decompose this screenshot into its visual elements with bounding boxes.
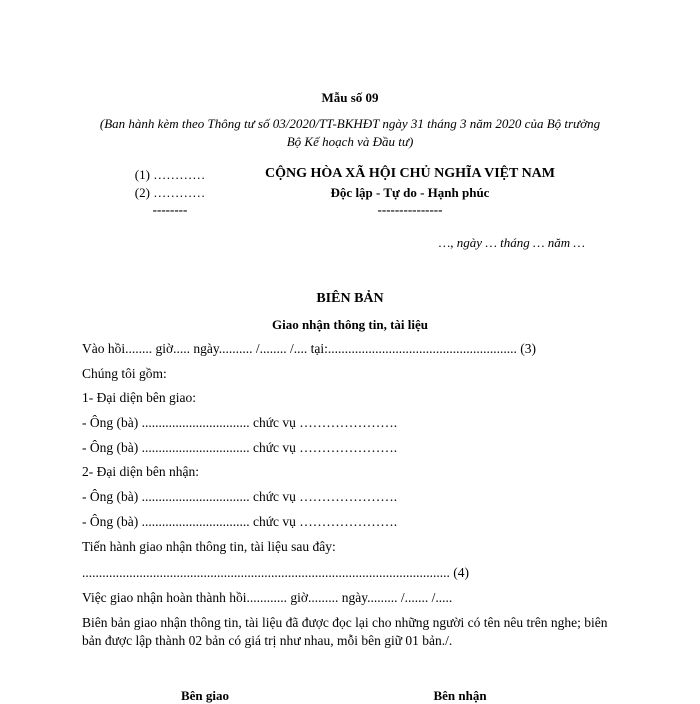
date-line: …, ngày … tháng … năm …: [438, 235, 585, 250]
receiver-heading: 2- Đại diện bên nhận:: [82, 464, 199, 479]
header-left-rule: --------: [152, 202, 188, 217]
giver-heading: 1- Đại diện bên giao:: [82, 390, 196, 405]
proceed-statement: Tiến hành giao nhận thông tin, tài liệu sau đây:: [82, 539, 336, 554]
giver-person-2: - Ông (bà) ................................ chức vụ ………………….: [82, 440, 398, 455]
closing-statement-line1: Biên bản giao nhận thông tin, tài liệu đã được đọc lại cho những người có tên nêu trên nghe; biên: [82, 615, 608, 630]
completion-line: Việc giao nhận hoàn thành hồi............ giờ......... ngày......... /....... /.....: [82, 590, 453, 605]
country-name: CỘNG HÒA XÃ HỘI CHỦ NGHĨA VIỆT NAM: [264, 166, 555, 181]
header-left-line2: (2) …………: [134, 185, 206, 200]
signature-giver: Bên giao: [180, 688, 230, 703]
time-place-line: Vào hồi........ giờ..... ngày.......... /........ /.... tại:........................................................ (3): [82, 341, 536, 356]
issuance-note-line1: (Ban hành kèm theo Thông tư số 03/2020/TT-BKHĐT ngày 31 tháng 3 năm 2020 của Bộ trưởng: [99, 116, 601, 131]
issuance-note-line2: Bộ Kế hoạch và Đầu tư): [286, 134, 414, 149]
giver-person-1: - Ông (bà) ................................ chức vụ ………………….: [82, 415, 398, 430]
header-right-rule: ---------------: [377, 202, 443, 217]
document-subtitle: Giao nhận thông tin, tài liệu: [271, 317, 429, 332]
signature-receiver: Bên nhận: [433, 688, 487, 703]
document-title: BIÊN BẢN: [316, 291, 384, 306]
receiver-person-1: - Ông (bà) ................................ chức vụ ………………….: [82, 489, 398, 504]
items-list-line: ............................................................................................................. (4): [82, 565, 469, 580]
national-motto: Độc lập - Tự do - Hạnh phúc: [330, 185, 490, 200]
receiver-person-2: - Ông (bà) ................................ chức vụ ………………….: [82, 514, 398, 529]
header-left-line1: (1) …………: [134, 167, 206, 182]
form-number: Mẫu số 09: [321, 90, 379, 105]
participants-intro: Chúng tôi gồm:: [82, 366, 167, 381]
closing-statement-line2: bản được lập thành 02 bản có giá trị như nhau, mỗi bên giữ 01 bản./.: [82, 633, 453, 648]
